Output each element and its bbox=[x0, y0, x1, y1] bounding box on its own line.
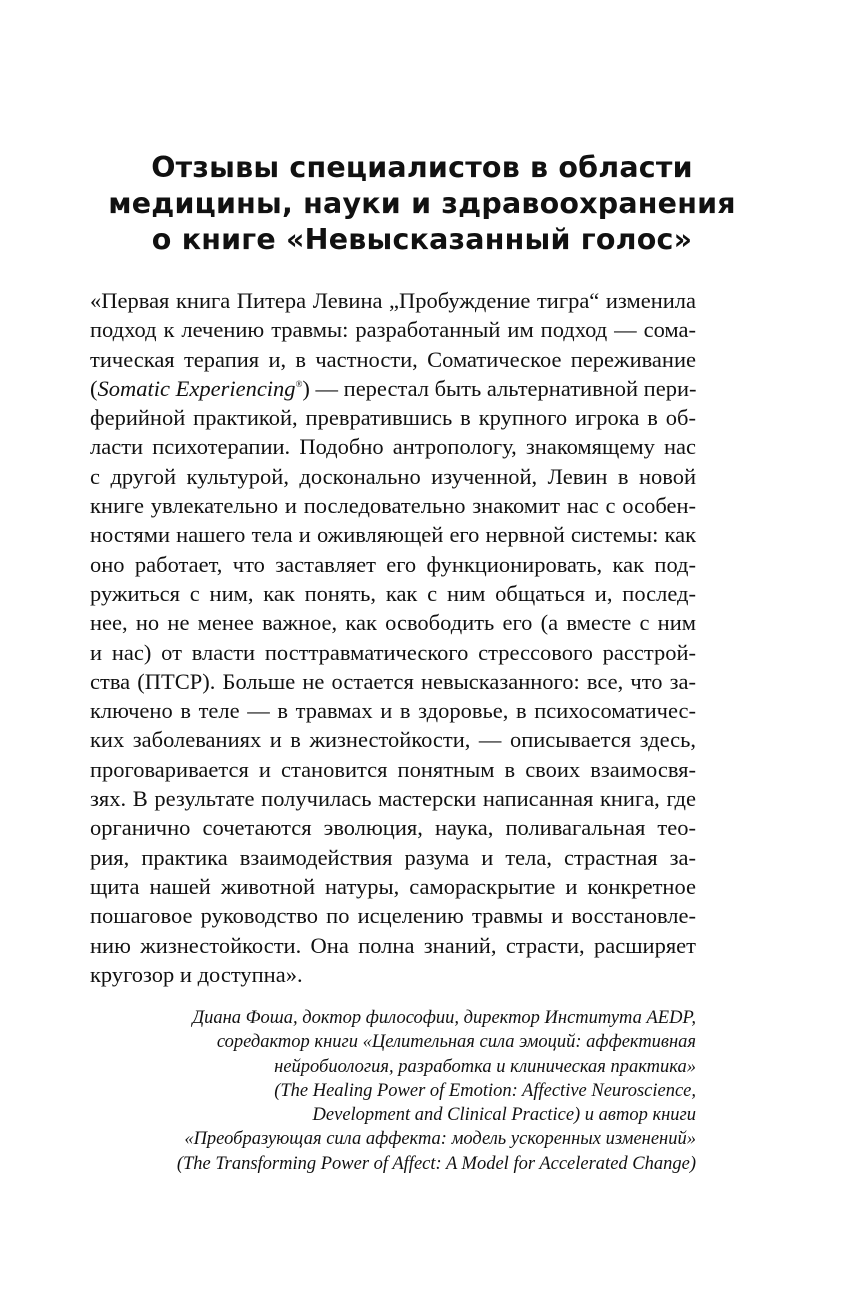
review-line: и нас) от власти посттравматического стрессового расстрой- bbox=[90, 639, 696, 665]
somatic-experiencing-term: Somatic Experiencing bbox=[97, 375, 296, 401]
attribution-line: соредактор книги «Целительная сила эмоций: аффективная bbox=[216, 1032, 696, 1053]
page-title bbox=[90, 150, 754, 258]
review-line: ружиться с ним, как понять, как с ним общаться и, послед- bbox=[90, 580, 696, 606]
attribution-line: (The Transforming Power of Affect: A Model for Accelerated Change) bbox=[176, 1153, 696, 1174]
review-line: ства (ПТСР). Больше не остается невысказанного: все, что за- bbox=[90, 668, 696, 694]
review-line-rest: ) — перестал быть альтернативной пери- bbox=[302, 375, 697, 401]
paren-open: ( bbox=[90, 375, 98, 401]
review-line: нию жизнестойкости. Она полна знаний, страсти, расширяет bbox=[90, 932, 696, 958]
review-line: оно работает, что заставляет его функционировать, как под- bbox=[90, 551, 696, 577]
review-line: с другой культурой, досконально изученной, Левин в новой bbox=[90, 463, 696, 489]
review-line: рия, практика взаимодействия разума и тела, страстная за- bbox=[90, 844, 696, 870]
attribution-line: Диана Фоша, доктор философии, директор Института AEDP, bbox=[192, 1008, 696, 1028]
review-line: ких заболеваниях и в жизнестойкости, — описывается здесь, bbox=[90, 727, 696, 753]
attribution-line: (The Healing Power of Emotion: Affective Neuroscience, bbox=[274, 1080, 696, 1101]
review-line: ферийной практикой, превратившись в крупного игрока в об- bbox=[90, 405, 696, 431]
review-paragraph bbox=[90, 286, 696, 989]
attribution-line: нейробиология, разработка и клиническая практика» bbox=[274, 1056, 696, 1077]
review-line: ласти психотерапии. Подобно антропологу, знакомящему нас bbox=[90, 434, 696, 460]
review-line: кругозор и доступна». bbox=[90, 961, 303, 987]
review-line: тическая терапия и, в частности, Соматическое переживание bbox=[90, 346, 696, 372]
registered-mark: ® bbox=[295, 378, 303, 389]
review-line: щита нашей животной натуры, самораскрытие и конкретное bbox=[90, 873, 696, 899]
review-line: нее, но не менее важное, как освободить его (а вместе с ним bbox=[90, 610, 696, 636]
review-line: ключено в теле — в травмах и в здоровье, в психосоматичес- bbox=[90, 698, 696, 724]
attribution-line: «Преобразующая сила аффекта: модель ускоренных изменений» bbox=[184, 1129, 696, 1150]
review-line-with-term bbox=[90, 374, 696, 403]
review-line: проговаривается и становится понятным в своих взаимосвя- bbox=[90, 756, 696, 782]
review-line: зях. В результате получилась мастерски написанная книга, где bbox=[90, 786, 696, 812]
review-line: подход к лечению травмы: разработанный им подход — сома- bbox=[90, 317, 696, 343]
review-line: пошаговое руководство по исцелению травмы и восстановле- bbox=[90, 903, 696, 929]
review-line: ностями нашего тела и оживляющей его нервной системы: как bbox=[90, 522, 696, 548]
review-attribution bbox=[90, 1006, 696, 1176]
title-line: Отзывы специалистов в области bbox=[151, 151, 693, 184]
attribution-line: Development and Clinical Practice) и автор книги bbox=[312, 1105, 696, 1126]
title-line: медицины, науки и здравоохранения bbox=[108, 187, 736, 220]
review-line: «Первая книга Питера Левина „Пробуждение тигра“ изменила bbox=[90, 288, 696, 313]
review-line: книге увлекательно и последовательно знакомит нас с особен- bbox=[90, 493, 696, 519]
review-line: органично сочетаются эволюция, наука, поливагальная тео- bbox=[90, 815, 696, 841]
title-line: о книге «Невысказанный голос» bbox=[151, 223, 693, 256]
